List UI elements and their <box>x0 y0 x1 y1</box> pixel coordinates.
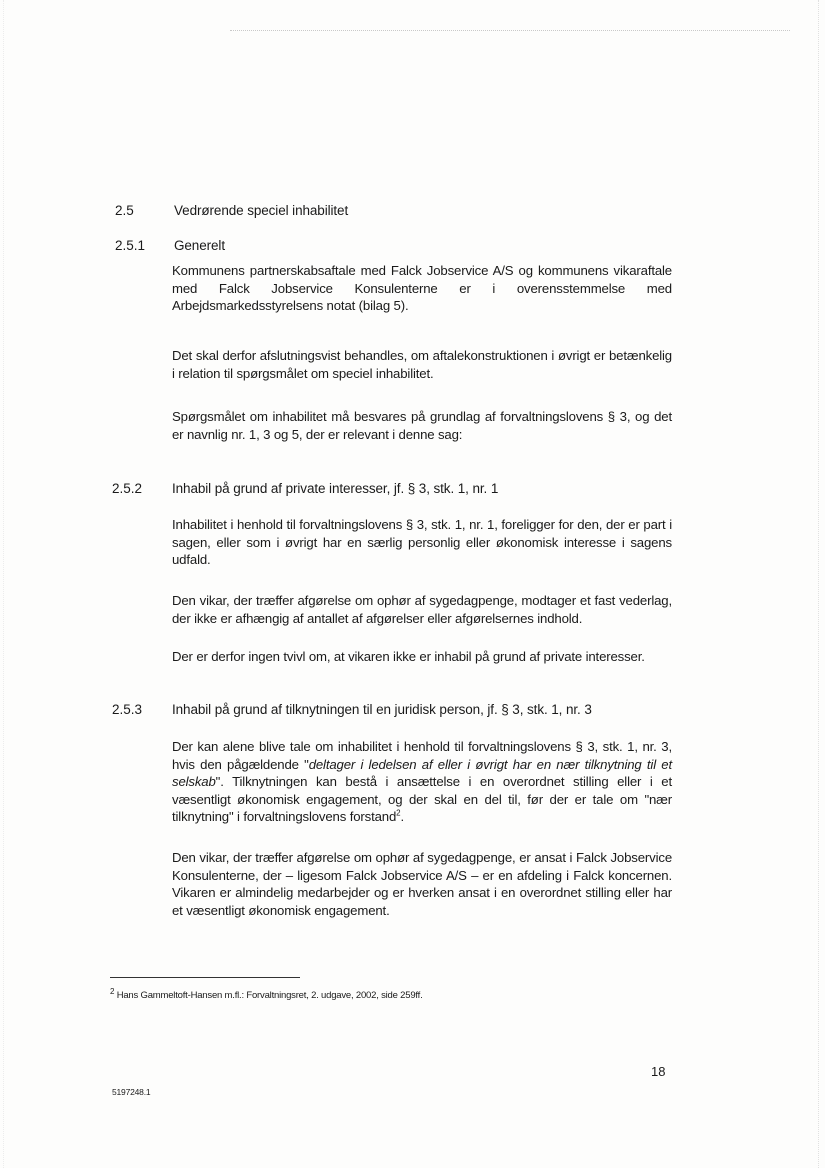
footnote-reference[interactable]: 2 <box>396 808 401 818</box>
paragraph: Det skal derfor afslutningsvist behandles, om aftalekonstruktionen i øvrigt er betænkelig i relation til spørgsmålet om speciel inhabilitet. <box>172 348 672 381</box>
scan-edge <box>818 0 819 1168</box>
paragraph-text: . <box>400 809 404 824</box>
paragraph: Den vikar, der træffer afgørelse om ophør af sygedagpenge, er ansat i Falck Jobservice Konsulenterne, der – ligesom Falck Jobservice A/S – er en afdeling i Falck koncernen. Vikaren er almindelig medarbejder og er hverken ansat i en overordnet stilling eller har et væsentligt økonomisk engagement. <box>172 850 672 918</box>
paragraph-text: Der kan alene blive tale om inhabilitet i henhold til forvaltningslovens § 3, stk. 1, nr. 3, hvis den pågældende " <box>172 739 672 772</box>
section-title: Inhabil på grund af private interesser, jf. § 3, stk. 1, nr. 1 <box>172 481 499 496</box>
paragraph: Den vikar, der træffer afgørelse om ophør af sygedagpenge, modtager et fast vederlag, der ikke er afhængig af antallet af afgørelser eller afgørelsernes indhold. <box>172 593 672 626</box>
scan-artifact-line <box>230 30 790 31</box>
footnote-text: Hans Gammeltoft-Hansen m.fl.: Forvaltningsret, 2. udgave, 2002, side 259ff. <box>114 990 423 1001</box>
quoted-text: deltager i ledelsen af eller i øvrigt har en nær tilknytning til et selskab <box>172 756 672 789</box>
paragraph: Kommunens partnerskabsaftale med Falck Jobservice A/S og kommunens vikaraftale med Falck Jobservice Konsulenterne er i overensstemmelse med Arbejdsmarkedsstyrelsens notat (bilag 5). <box>172 263 672 313</box>
paragraph: Spørgsmålet om inhabilitet må besvares på grundlag af forvaltningslovens § 3, og det er navnlig nr. 1, 3 og 5, der er relevant i denne sag: <box>172 409 672 442</box>
paragraph: Inhabilitet i henhold til forvaltningslovens § 3, stk. 1, nr. 1, foreligger for den, der er part i sagen, eller som i øvrigt har en særlig personlig eller økonomisk interesse i sagens udfald. <box>172 517 672 567</box>
footnote-separator <box>110 977 300 978</box>
section-number: 2.5.3 <box>112 702 143 717</box>
scan-edge <box>3 0 4 1168</box>
section-number: 2.5 <box>115 203 134 218</box>
page-number: 18 <box>651 1064 666 1079</box>
paragraph: Der er derfor ingen tvivl om, at vikaren ikke er inhabil på grund af private interesser. <box>172 649 645 664</box>
section-number: 2.5.1 <box>115 238 146 253</box>
paragraph-text: ". Tilknytningen kan bestå i ansættelse i en overordnet stilling eller i et væsentligt økonomisk engagement, og der skal en del til, før der er tale om "nær tilknytning" i forvaltningslovens forstand <box>172 774 672 824</box>
section-title: Vedrørende speciel inhabilitet <box>174 203 349 218</box>
paragraph <box>172 738 672 826</box>
footnote-marker: 2 <box>110 986 115 996</box>
document-id: 5197248.1 <box>112 1087 151 1097</box>
section-number: 2.5.2 <box>112 481 143 496</box>
section-title: Inhabil på grund af tilknytningen til en juridisk person, jf. § 3, stk. 1, nr. 3 <box>172 702 592 717</box>
footnote <box>110 986 710 1001</box>
section-title: Generelt <box>174 238 225 253</box>
